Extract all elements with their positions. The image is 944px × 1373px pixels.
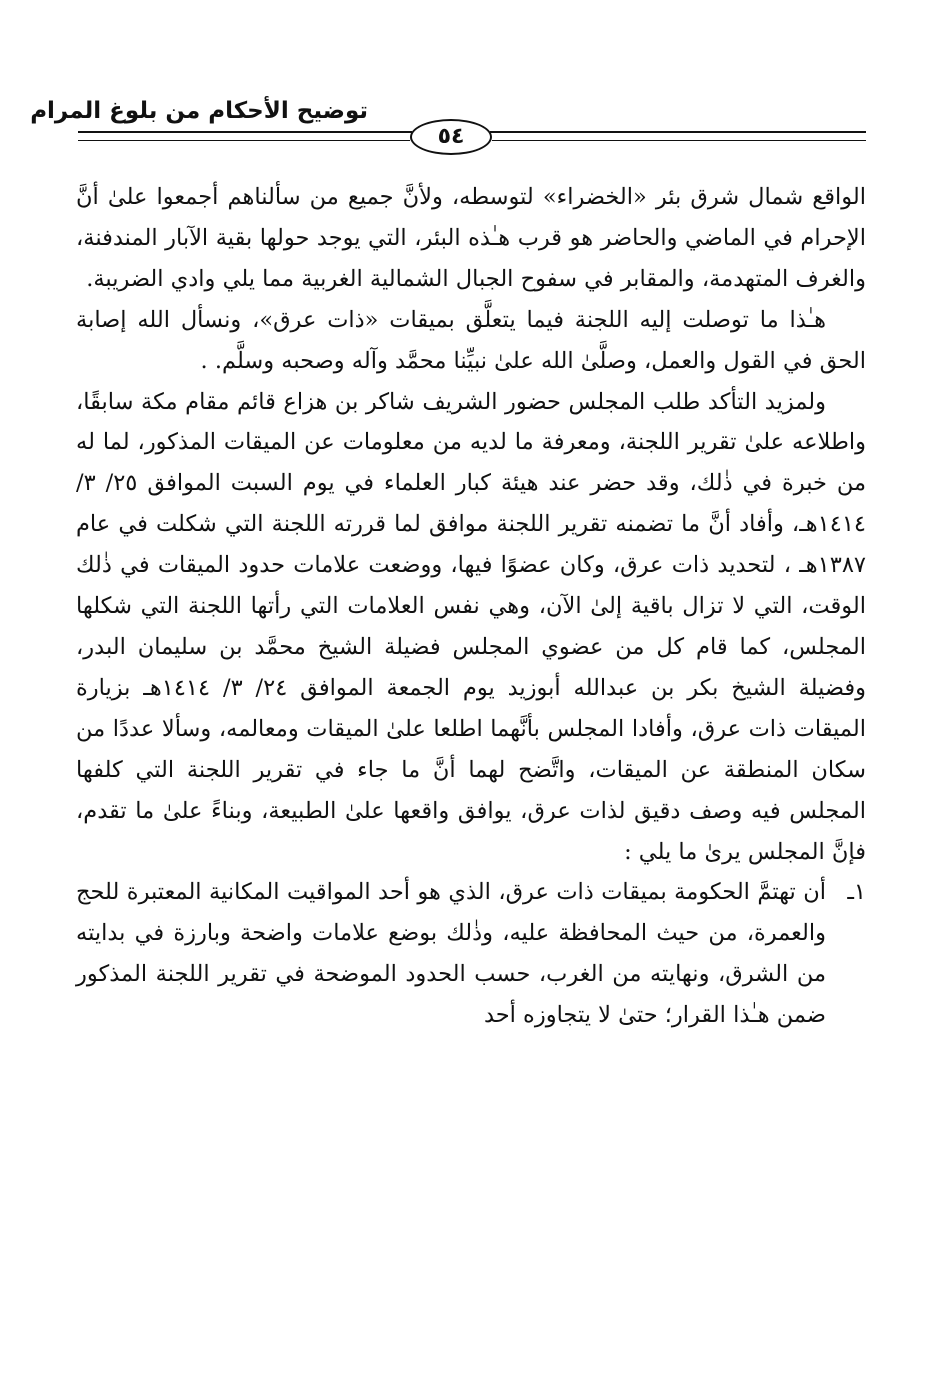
- list-item-number: ١ـ: [847, 879, 866, 906]
- header-rule-top-right: [490, 131, 866, 133]
- header-rule-top-left: [78, 131, 412, 133]
- body-text: [76, 177, 866, 1036]
- paragraph-3: ولمزيد التأكد طلب المجلس حضور الشريف شاكر بن هزاع قائم مقام مكة سابقًا، واطلاعه علىٰ تقرير اللجنة، ومعرفة ما لديه من معلومات عن الميقات المذكور، لما له من خبرة في ذٰلك، وقد حضر عند هيئة كبار العلماء في يوم السبت الموافق ٢٥/ ٣/ ١٤١٤هـ، وأفاد أنَّ ما تضمنه تقرير اللجنة موافق لما قررته اللجنة التي شكلت في عام ١٣٨٧هـ ، لتحديد ذات عرق، وكان عضوًا فيها، ووضعت علامات حدود الميقات في ذٰلك الوقت، التي لا تزال باقية إلىٰ الآن، وهي نفس العلامات التي رأتها اللجنة التي شكلها المجلس، كما قام كل من عضوي المجلس فضيلة الشيخ محمَّد بن سليمان البدر، وفضيلة الشيخ بكر بن عبدالله أبوزيد يوم الجمعة الموافق ٢٤/ ٣/ ١٤١٤هـ بزيارة الميقات ذات عرق، وأفادا المجلس بأنَّهما اطلعا علىٰ الميقات ومعالمه، وسألا عددًا من سكان المنطقة عن الميقات، واتَّضح لهما أنَّ ما جاء في تقرير اللجنة التي كلفها المجلس فيه وصف دقيق لذات عرق، يوافق واقعها علىٰ الطبيعة، وبناءً علىٰ ما تقدم، فإنَّ المجلس يرىٰ ما يلي :: [76, 388, 867, 865]
- header-rule-bottom-right: [492, 140, 866, 141]
- list-item-text: أن تهتمَّ الحكومة بميقات ذات عرق، الذي هو أحد المواقيت المكانية المعتبرة للحج والعمرة، من حيث المحافظة عليه، وذٰلك بوضع علامات واضحة وبارزة في بدايته من الشرق، ونهايته من الغرب، حسب الحدود الموضحة في تقرير اللجنة المذكور ضمن هـٰذا القرار؛ حتىٰ لا يتجاوزه أحد: [76, 879, 827, 1029]
- page-number: ٥٤: [410, 119, 492, 155]
- header-rule-bottom-left: [78, 140, 410, 141]
- paragraph-1: الواقع شمال شرق بئر «الخضراء» لتوسطه، ولأنَّ جميع من سألناهم أجمعوا علىٰ أنَّ الإحرام في الماضي والحاضر هو قرب هـٰذه البئر، التي يوجد حولها بقية الآبار المندفنة، والغرف المتهدمة، والمقابر في سفوح الجبال الشمالية الغربية مما يلي وادي الضريبة.: [76, 184, 866, 292]
- list-item-1: [76, 872, 866, 1036]
- paragraph-2: هـٰذا ما توصلت إليه اللجنة فيما يتعلَّق بميقات «ذات عرق»، ونسأل الله إصابة الحق في القول والعمل، وصلَّىٰ الله علىٰ نبيِّنا محمَّد وآله وصحبه وسلَّم. .: [76, 306, 866, 374]
- running-title: توضيح الأحكام من بلوغ المرام: [30, 98, 368, 124]
